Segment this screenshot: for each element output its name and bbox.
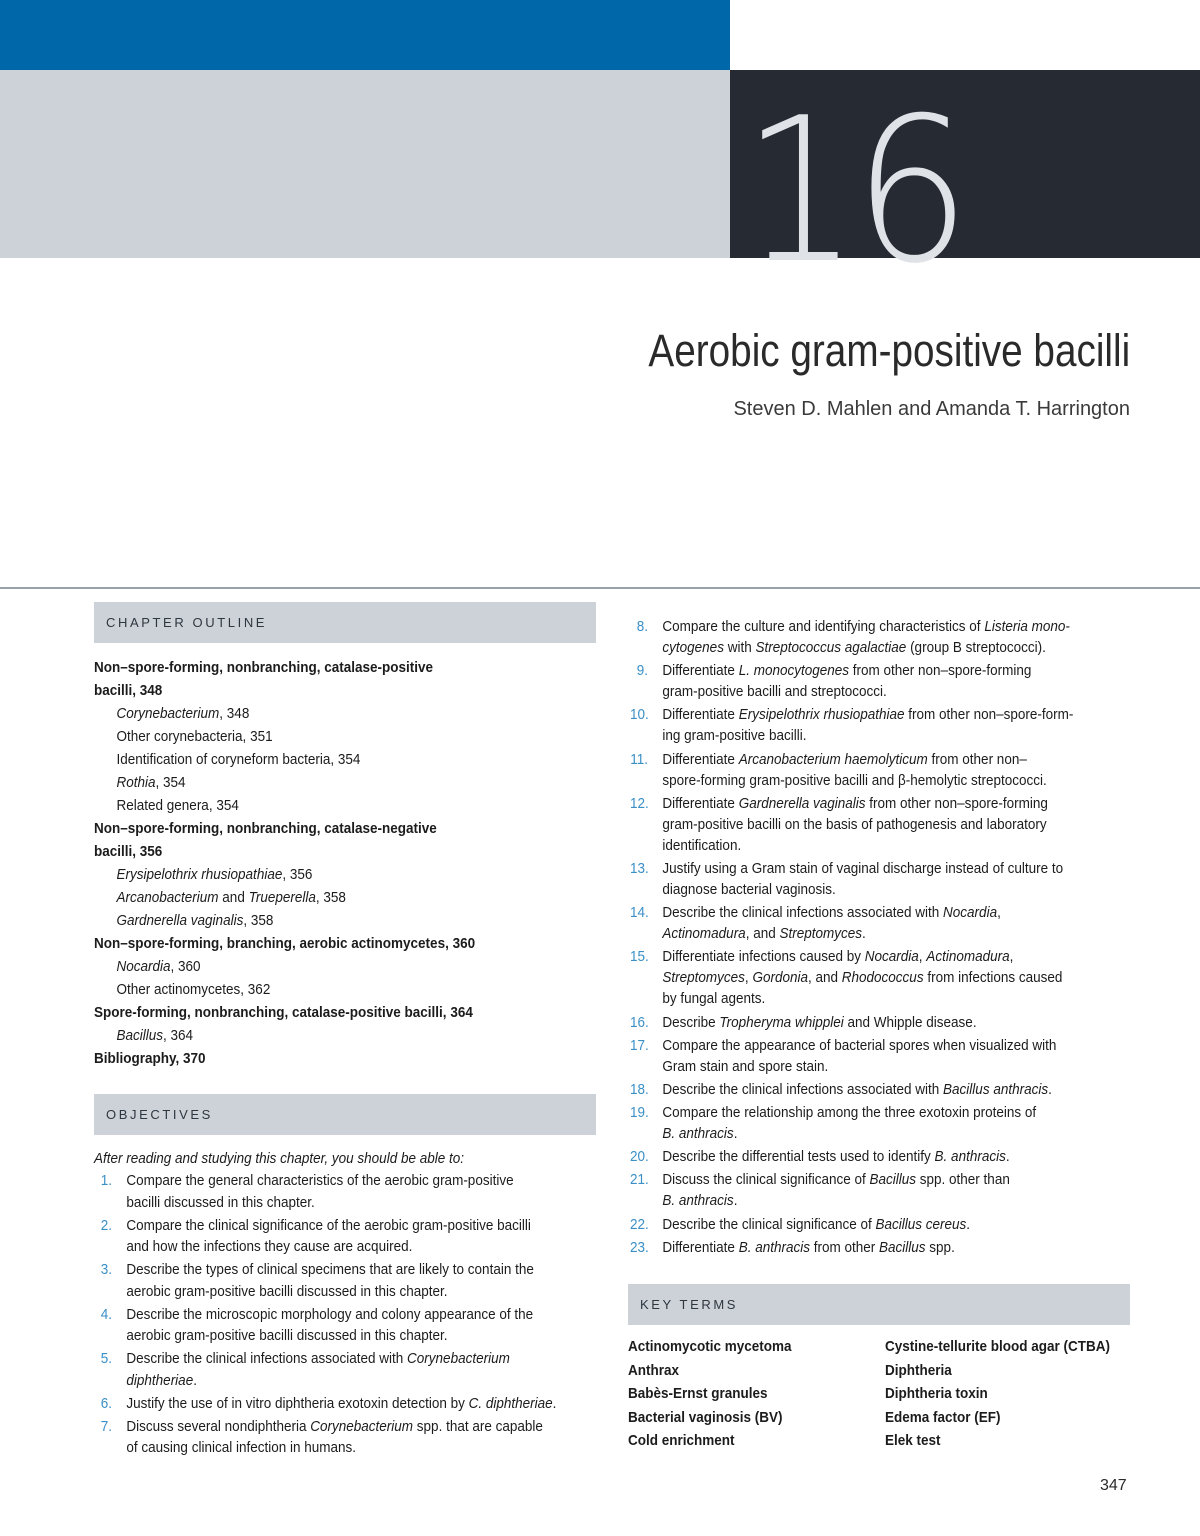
text-run: (group B streptococci).	[906, 639, 1046, 656]
text-run: Compare the relationship among the three exotoxin proteins of	[662, 1104, 1037, 1122]
text-run: Compare the culture and identifying characteristics of	[662, 618, 985, 635]
text-run: bacilli, 348	[94, 682, 163, 699]
italic-text: cytogenes	[662, 639, 724, 656]
text-run: ,	[1009, 948, 1014, 966]
text-run: Describe	[662, 1013, 720, 1031]
objective-line	[662, 1035, 1134, 1056]
objective-line	[662, 616, 1134, 637]
italic-text: L. monocytogenes	[738, 662, 850, 680]
objectives-list-left	[94, 1170, 598, 1460]
text-run: aerobic gram-positive bacilli discussed in this chapter.	[126, 1282, 448, 1300]
chapter-number: 16	[742, 75, 966, 308]
italic-text: Gordonia	[752, 969, 808, 987]
outline-subsection	[94, 771, 544, 794]
objectives-heading-box	[94, 1094, 596, 1135]
objective-line	[126, 1215, 598, 1237]
italic-text: Erysipelothrix rhusiopathiae	[738, 706, 905, 724]
text-run: Differentiate	[662, 1238, 739, 1256]
italic-text: Nocardia	[943, 904, 998, 922]
text-run: Non–spore-forming, branching, aerobic actinomycetes, 360	[94, 935, 476, 952]
objective-item	[630, 1169, 1134, 1211]
objective-line	[662, 725, 1134, 746]
objective-item	[630, 793, 1134, 856]
italic-text: C. diphtheriae	[468, 1394, 553, 1412]
text-run: Bibliography, 370	[94, 1050, 206, 1067]
italic-text: Rhodococcus	[841, 969, 924, 987]
key-term: Actinomycotic mycetoma	[628, 1338, 792, 1355]
text-run: bacilli discussed in this chapter.	[126, 1193, 315, 1211]
text-run: Non–spore-forming, nonbranching, catalase-negative	[94, 820, 437, 837]
italic-text: B. anthracis	[662, 1125, 734, 1143]
text-run: from other non–spore-forming	[849, 662, 1032, 680]
text-run: Non–spore-forming, nonbranching, catalase-positive	[94, 659, 434, 676]
objective-item	[94, 1416, 598, 1459]
italic-text: Rothia	[116, 774, 156, 791]
outline-section	[94, 817, 544, 840]
objective-line	[662, 858, 1134, 879]
objective-number: 22.	[630, 1215, 649, 1233]
text-run: .	[193, 1371, 197, 1389]
objective-number: 14.	[630, 904, 649, 922]
objective-number: 3.	[100, 1261, 112, 1278]
outline-subsection	[94, 1024, 544, 1047]
objective-line	[662, 704, 1134, 725]
objective-number: 19.	[630, 1104, 649, 1122]
objective-line	[126, 1393, 598, 1415]
objective-item	[94, 1348, 598, 1391]
text-run: Discuss the clinical significance of	[662, 1171, 870, 1189]
italic-text: Bacillus	[116, 1027, 164, 1044]
objective-line	[126, 1170, 598, 1192]
objective-line	[126, 1259, 598, 1281]
text-run: from other non–spore-form-	[904, 706, 1074, 724]
italic-text: Corynebacterium	[310, 1417, 414, 1435]
header-gray-band	[0, 70, 730, 258]
italic-text: Nocardia	[864, 948, 919, 966]
key-terms-heading: KEY TERMS	[640, 1297, 739, 1312]
objective-number: 12.	[630, 794, 649, 812]
key-term: Diphtheria toxin	[885, 1385, 988, 1402]
text-run: Compare the general characteristics of the aerobic gram-positive	[126, 1172, 514, 1189]
objective-item	[630, 1237, 1134, 1258]
objective-line	[126, 1304, 598, 1326]
italic-text: Bacillus anthracis	[943, 1080, 1049, 1098]
objective-item	[94, 1304, 598, 1347]
objective-line	[662, 835, 1134, 856]
text-run: Describe the clinical infections associated with	[662, 1080, 944, 1098]
text-run: identification.	[662, 836, 742, 854]
key-term: Anthrax	[628, 1361, 680, 1379]
text-run: aerobic gram-positive bacilli discussed in this chapter.	[126, 1327, 448, 1344]
objective-line	[126, 1370, 598, 1392]
outline-section	[94, 656, 544, 679]
text-run: Justify using a Gram stain of vaginal discharge instead of culture to	[662, 859, 1064, 877]
italic-text: Tropheryma whipplei	[719, 1013, 844, 1031]
text-run: spp. that are capable	[413, 1417, 543, 1435]
objective-line	[126, 1348, 598, 1370]
objective-line	[662, 681, 1134, 702]
objective-number: 16.	[630, 1013, 649, 1031]
outline-section	[94, 1001, 544, 1024]
objective-number: 4.	[100, 1305, 112, 1323]
text-run: diagnose bacterial vaginosis.	[662, 880, 836, 898]
chapter-outline-heading: CHAPTER OUTLINE	[106, 615, 268, 630]
page-number: 347	[1100, 1477, 1127, 1494]
objective-item	[630, 1079, 1134, 1100]
text-run: spp. other than	[916, 1171, 1010, 1189]
objective-line	[662, 793, 1134, 814]
objective-line	[662, 637, 1134, 658]
objective-line	[662, 1214, 1134, 1235]
outline-section	[94, 1047, 544, 1070]
objective-line	[662, 902, 1134, 923]
objective-item	[630, 1012, 1134, 1033]
objective-line	[126, 1325, 598, 1347]
objective-number: 23.	[630, 1238, 649, 1256]
objective-line	[662, 879, 1134, 900]
objective-number: 5.	[100, 1350, 112, 1367]
objective-line	[662, 923, 1134, 944]
key-term: Elek test	[885, 1432, 941, 1449]
objective-line	[662, 1102, 1134, 1123]
objectives-list-right	[630, 616, 1134, 1260]
key-terms-left-column	[628, 1335, 862, 1453]
italic-text: Arcanobacterium haemolyticum	[738, 750, 928, 768]
outline-subsection	[94, 955, 544, 978]
chapter-outline-heading-box	[94, 602, 596, 643]
objective-line	[662, 1169, 1134, 1190]
objective-number: 18.	[630, 1080, 649, 1098]
text-run: Differentiate	[662, 794, 739, 812]
text-run: .	[1048, 1080, 1052, 1098]
objective-item	[94, 1215, 598, 1258]
italic-text: B. anthracis	[934, 1148, 1006, 1166]
text-run: ing gram-positive bacilli.	[662, 727, 807, 745]
objective-line	[126, 1192, 598, 1214]
objective-line	[662, 660, 1134, 681]
objective-number: 6.	[100, 1394, 112, 1412]
text-run: , 356	[282, 866, 313, 883]
outline-section	[94, 679, 544, 702]
section-divider	[0, 587, 1200, 589]
text-run: spp.	[925, 1238, 955, 1256]
objectives-heading: OBJECTIVES	[106, 1107, 213, 1122]
outline-subsection	[94, 748, 544, 771]
key-term: Babès-Ernst granules	[628, 1385, 768, 1402]
italic-text: Erysipelothrix rhusiopathiae	[116, 866, 283, 883]
outline-subsection	[94, 886, 544, 909]
outline-section	[94, 932, 544, 955]
objective-line	[662, 946, 1134, 967]
text-run: Other actinomycetes, 362	[116, 981, 271, 998]
italic-text: Nocardia	[116, 958, 171, 975]
text-run: gram-positive bacilli and streptococci.	[662, 683, 887, 701]
chapter-outline-list	[94, 656, 544, 1070]
authors: Steven D. Mahlen and Amanda T. Harrington	[733, 398, 1130, 420]
text-run: ,	[918, 948, 927, 966]
objective-number: 21.	[630, 1171, 649, 1189]
italic-text: Arcanobacterium	[116, 889, 219, 906]
text-run: by fungal agents.	[662, 990, 766, 1008]
objective-number: 1.	[100, 1172, 112, 1189]
text-run: from other	[810, 1238, 880, 1256]
italic-text: Streptococcus agalactiae	[755, 639, 907, 656]
italic-text: Streptomyces	[779, 925, 863, 943]
text-run: Describe the clinical infections associated with	[662, 904, 944, 922]
objective-item	[630, 1146, 1134, 1167]
objective-item	[630, 1214, 1134, 1235]
text-run: Compare the appearance of bacterial spores when visualized with	[662, 1036, 1057, 1054]
objective-item	[94, 1259, 598, 1302]
key-term: Edema factor (EF)	[885, 1408, 1001, 1426]
text-run: from infections caused	[923, 969, 1063, 987]
text-run: from other non–spore-forming	[865, 794, 1048, 812]
key-terms-heading-box	[628, 1284, 1130, 1325]
italic-text: Listeria mono-	[984, 618, 1070, 635]
objective-line	[662, 1123, 1134, 1144]
text-run: and how the infections they cause are acquired.	[126, 1238, 413, 1255]
text-run: ,	[744, 969, 753, 987]
objective-item	[630, 704, 1134, 746]
text-run: , 358	[315, 889, 346, 906]
text-run: , 364	[163, 1027, 194, 1044]
objective-number: 17.	[630, 1036, 649, 1054]
text-run: Discuss several nondiphtheria	[126, 1417, 311, 1435]
text-run: , 360	[170, 958, 201, 975]
italic-text: Bacillus cereus	[875, 1215, 967, 1233]
text-run: Describe the clinical significance of	[662, 1215, 876, 1233]
objective-line	[126, 1281, 598, 1303]
text-run: Describe the types of clinical specimens that are likely to contain the	[126, 1261, 534, 1278]
text-run: Spore-forming, nonbranching, catalase-positive bacilli, 364	[94, 1004, 473, 1021]
italic-text: Gardnerella vaginalis	[116, 912, 244, 929]
objective-line	[662, 988, 1134, 1009]
text-run: ,	[997, 904, 1001, 922]
objective-line	[126, 1437, 598, 1459]
text-run: .	[552, 1394, 557, 1412]
key-term: Cold enrichment	[628, 1432, 735, 1449]
text-run: and Whipple disease.	[843, 1013, 977, 1031]
objective-line	[662, 1079, 1134, 1100]
objective-item	[630, 660, 1134, 702]
objective-line	[662, 1190, 1134, 1211]
key-term: Bacterial vaginosis (BV)	[628, 1408, 783, 1426]
text-run: .	[1005, 1148, 1010, 1166]
text-run: Describe the differential tests used to identify	[662, 1148, 935, 1166]
objective-item	[94, 1170, 598, 1213]
text-run: , and	[807, 969, 842, 987]
objective-line	[662, 770, 1134, 791]
italic-text: Corynebacterium	[407, 1350, 510, 1367]
italic-text: Actinomadura	[662, 925, 746, 943]
key-terms-right-column	[885, 1335, 1155, 1453]
text-run: Compare the clinical significance of the aerobic gram-positive bacilli	[126, 1216, 531, 1234]
text-run: Related genera, 354	[116, 797, 239, 814]
objective-number: 2.	[100, 1216, 112, 1234]
text-run: of causing clinical infection in humans.	[126, 1439, 357, 1456]
objective-line	[662, 1012, 1134, 1033]
objective-item	[630, 1102, 1134, 1144]
italic-text: Actinomadura	[926, 948, 1010, 966]
objective-item	[630, 749, 1134, 791]
objective-line	[662, 1056, 1134, 1077]
text-run: , 358	[243, 912, 274, 929]
header-blue-band	[0, 0, 730, 70]
objective-item	[630, 946, 1134, 1009]
text-run: Identification of coryneform bacteria, 354	[116, 751, 361, 768]
italic-text: Trueperella	[248, 889, 316, 906]
text-run: with	[723, 639, 756, 656]
italic-text: Corynebacterium	[116, 705, 220, 722]
text-run: Justify the use of in vitro diphtheria exotoxin detection by	[126, 1394, 469, 1412]
objective-item	[630, 1035, 1134, 1077]
text-run: Differentiate	[662, 706, 739, 724]
text-run: Differentiate	[662, 750, 739, 768]
objective-line	[662, 1237, 1134, 1258]
text-run: , 354	[155, 774, 186, 791]
italic-text: B. anthracis	[662, 1192, 734, 1210]
text-run: .	[862, 925, 866, 943]
text-run: .	[733, 1125, 738, 1143]
objective-number: 8.	[636, 618, 648, 635]
objective-item	[94, 1393, 598, 1415]
objective-line	[662, 749, 1134, 770]
outline-subsection	[94, 725, 544, 748]
outline-subsection	[94, 794, 544, 817]
objective-number: 20.	[630, 1148, 649, 1166]
chapter-title: Aerobic gram-positive bacilli	[648, 325, 1130, 376]
text-run: , and	[745, 925, 780, 943]
text-run: .	[733, 1192, 738, 1210]
text-run: spore-forming gram-positive bacilli and β-hemolytic streptococci.	[662, 771, 1047, 789]
objective-number: 11.	[630, 750, 648, 768]
text-run: Differentiate infections caused by	[662, 948, 865, 966]
objective-line	[662, 967, 1134, 988]
italic-text: Streptomyces	[662, 969, 745, 987]
italic-text: diphtheriae	[126, 1371, 194, 1389]
objective-item	[630, 858, 1134, 900]
objective-item	[630, 902, 1134, 944]
italic-text: Bacillus	[869, 1171, 917, 1189]
text-run: from other non–	[927, 750, 1027, 768]
objective-line	[126, 1416, 598, 1438]
text-run: Differentiate	[662, 662, 739, 680]
text-run: , 348	[219, 705, 250, 722]
objective-number: 10.	[630, 706, 649, 724]
outline-subsection	[94, 978, 544, 1001]
objective-line	[662, 1146, 1134, 1167]
key-term: Cystine-tellurite blood agar (CTBA)	[885, 1338, 1111, 1355]
italic-text: B. anthracis	[738, 1238, 810, 1256]
text-run: gram-positive bacilli on the basis of pathogenesis and laboratory	[662, 815, 1047, 833]
italic-text: Bacillus	[879, 1238, 926, 1256]
text-run: Describe the microscopic morphology and colony appearance of the	[126, 1305, 534, 1323]
text-run: Other corynebacteria, 351	[116, 728, 273, 745]
objective-line	[126, 1236, 598, 1258]
objective-item	[630, 616, 1134, 658]
outline-section	[94, 840, 544, 863]
objectives-intro: After reading and studying this chapter, you should be able to:	[94, 1150, 464, 1167]
outline-subsection	[94, 863, 544, 886]
text-run: Describe the clinical infections associated with	[126, 1350, 408, 1367]
objective-number: 7.	[100, 1417, 112, 1435]
key-term: Diphtheria	[885, 1361, 952, 1379]
text-run: and	[218, 889, 249, 906]
outline-subsection	[94, 702, 544, 725]
text-run: .	[966, 1215, 971, 1233]
objective-number: 9.	[636, 662, 648, 680]
text-run: bacilli, 356	[94, 843, 163, 860]
objective-line	[662, 814, 1134, 835]
objective-number: 13.	[630, 859, 649, 877]
objective-number: 15.	[630, 948, 649, 966]
italic-text: Gardnerella vaginalis	[738, 794, 866, 812]
outline-subsection	[94, 909, 544, 932]
text-run: Gram stain and spore stain.	[662, 1057, 829, 1075]
